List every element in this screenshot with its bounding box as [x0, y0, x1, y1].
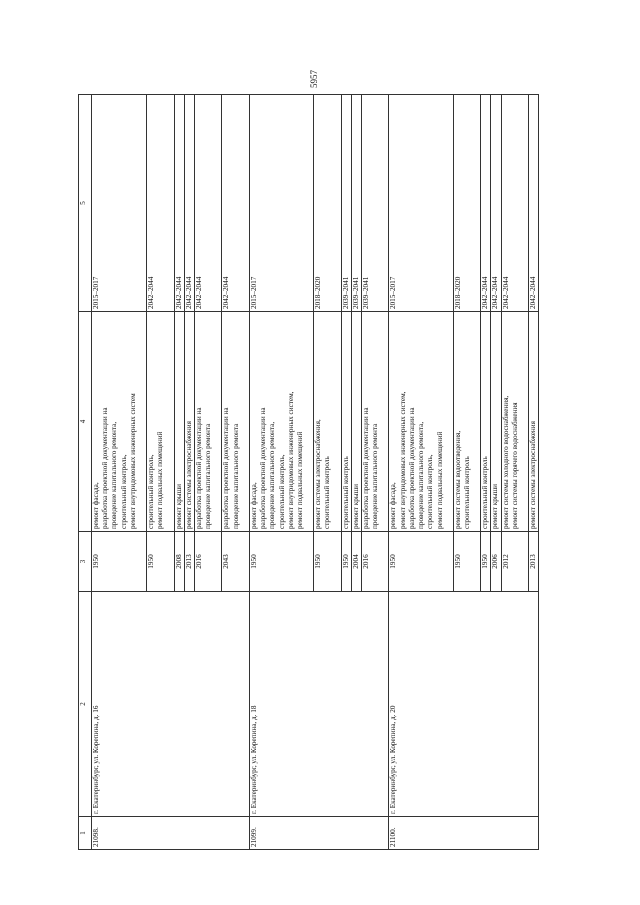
- period-cell: 2042–2044: [194, 95, 221, 312]
- year-cell: 2013: [529, 532, 539, 592]
- building-address: г. Екатеринбург, ул. Корепина, д. 16: [92, 592, 250, 817]
- work-item: строительный контроль,: [147, 454, 156, 529]
- year-cell: 1950: [92, 532, 147, 592]
- period-cell: 2018–2020: [314, 95, 341, 312]
- works-cell: [481, 312, 491, 532]
- period-cell: 2039–2041: [341, 95, 351, 312]
- period-cell: 2042–2044: [501, 95, 528, 312]
- work-item: строительный контроль: [323, 456, 332, 529]
- period-cell: 2042–2044: [184, 95, 194, 312]
- work-item: ремонт внутридомовых инженерных систем: [128, 393, 137, 529]
- works-cell: [389, 312, 453, 532]
- work-item: разработка проектной документации на: [259, 407, 268, 529]
- works-cell: [184, 312, 194, 532]
- period-cell: 2015–2017: [389, 95, 453, 312]
- header-col-5: 5: [79, 95, 92, 312]
- work-item: ремонт крыши: [351, 483, 360, 529]
- work-item: ремонт системы электроснабжения: [184, 421, 193, 529]
- period-cell: 2039–2041: [351, 95, 361, 312]
- works-cell: [314, 312, 341, 532]
- work-item: строительный контроль: [481, 456, 490, 529]
- period-cell: 2042–2044: [147, 95, 174, 312]
- rotated-table-frame: [78, 95, 556, 850]
- row-number: 21098.: [92, 817, 250, 850]
- period-cell: 2042–2044: [481, 95, 491, 312]
- works-cell: [362, 312, 389, 532]
- header-col-1: 1: [79, 817, 92, 850]
- period-cell: 2042–2044: [491, 95, 501, 312]
- table-row: [389, 95, 453, 850]
- year-cell: 2012: [501, 532, 528, 592]
- works-cell: [222, 312, 249, 532]
- year-cell: 2043: [222, 532, 249, 592]
- work-item: ремонт фасада,: [249, 482, 258, 529]
- period-cell: 2015–2017: [249, 95, 313, 312]
- work-item: разработка проектной документации на: [101, 407, 110, 529]
- building-address: г. Екатеринбург, ул. Корепина, д. 20: [389, 592, 539, 817]
- page-number-text: 5957: [309, 70, 319, 88]
- work-item: ремонт подвальных помещений: [295, 431, 304, 529]
- work-item: ремонт системы водоотведения,: [453, 430, 462, 529]
- works-cell: [491, 312, 501, 532]
- table-row: [92, 95, 147, 850]
- period-cell: 2015–2017: [92, 95, 147, 312]
- work-item: ремонт внутридомовых инженерных систем,: [286, 391, 295, 529]
- work-item: разработка проектной документации на: [407, 407, 416, 529]
- work-item: разработка проектной документации на: [194, 407, 203, 529]
- works-cell: [249, 312, 313, 532]
- work-item: строительный контроль,: [119, 454, 128, 529]
- work-item: ремонт системы электроснабжения: [529, 421, 538, 529]
- work-item: ремонт подвальных помещений: [156, 431, 165, 529]
- year-cell: 1950: [389, 532, 453, 592]
- period-cell: 2039–2041: [362, 95, 389, 312]
- work-item: проведение капитального ремонта: [231, 423, 240, 529]
- works-cell: [92, 312, 147, 532]
- period-cell: 2042–2044: [174, 95, 184, 312]
- building-address: г. Екатеринбург, ул. Корепина, д. 18: [249, 592, 389, 817]
- table-body: [92, 95, 539, 850]
- year-cell: 2016: [362, 532, 389, 592]
- header-row: [79, 95, 92, 850]
- year-cell: 2013: [184, 532, 194, 592]
- repair-schedule-table: [78, 94, 539, 850]
- year-cell: 1950: [453, 532, 480, 592]
- work-item: строительный контроль: [463, 456, 471, 529]
- work-item: ремонт подвальных помещений: [435, 431, 444, 529]
- work-item: ремонт внутридомовых инженерных систем,: [398, 391, 407, 529]
- header-col-3: 3: [79, 532, 92, 592]
- work-item: ремонт фасада,: [389, 482, 398, 529]
- work-item: ремонт крыши: [174, 483, 183, 529]
- works-cell: [351, 312, 361, 532]
- year-cell: 2008: [174, 532, 184, 592]
- works-cell: [501, 312, 528, 532]
- row-number: 21099.: [249, 817, 389, 850]
- year-cell: 2016: [194, 532, 221, 592]
- works-cell: [453, 312, 480, 532]
- work-item: строительный контроль,: [426, 454, 435, 529]
- work-item: разработка проектной документации на: [362, 407, 371, 529]
- year-cell: 1950: [481, 532, 491, 592]
- work-item: строительный контроль: [341, 456, 350, 529]
- works-cell: [174, 312, 184, 532]
- work-item: ремонт крыши: [491, 483, 500, 529]
- year-cell: 2004: [351, 532, 361, 592]
- work-item: проведение капитального ремонта,: [268, 421, 277, 529]
- work-item: проведение капитального ремонта,: [110, 421, 119, 529]
- period-cell: 2042–2044: [222, 95, 249, 312]
- works-cell: [529, 312, 539, 532]
- work-item: ремонт фасада,: [92, 482, 100, 529]
- table-row: [249, 95, 313, 850]
- header-col-2: 2: [79, 592, 92, 817]
- year-cell: 1950: [147, 532, 174, 592]
- row-number: 21100.: [389, 817, 539, 850]
- work-item: разработка проектной документации на: [222, 407, 231, 529]
- period-cell: 2018–2020: [453, 95, 480, 312]
- work-item: ремонт системы холодного водоснабжения,: [501, 395, 510, 529]
- header-col-4: 4: [79, 312, 92, 532]
- works-cell: [341, 312, 351, 532]
- work-item: проведение капитального ремонта,: [417, 421, 426, 529]
- year-cell: 1950: [341, 532, 351, 592]
- work-item: ремонт системы горячего водоснабжения: [510, 402, 519, 529]
- period-cell: 2042–2044: [529, 95, 539, 312]
- work-item: проведение капитального ремонта: [204, 423, 213, 529]
- works-cell: [147, 312, 174, 532]
- works-cell: [194, 312, 221, 532]
- work-item: проведение капитального ремонта: [371, 423, 380, 529]
- year-cell: 1950: [314, 532, 341, 592]
- year-cell: 1950: [249, 532, 313, 592]
- work-item: строительный контроль,: [277, 454, 286, 529]
- work-item: ремонт системы электроснабжения,: [314, 419, 323, 529]
- year-cell: 2006: [491, 532, 501, 592]
